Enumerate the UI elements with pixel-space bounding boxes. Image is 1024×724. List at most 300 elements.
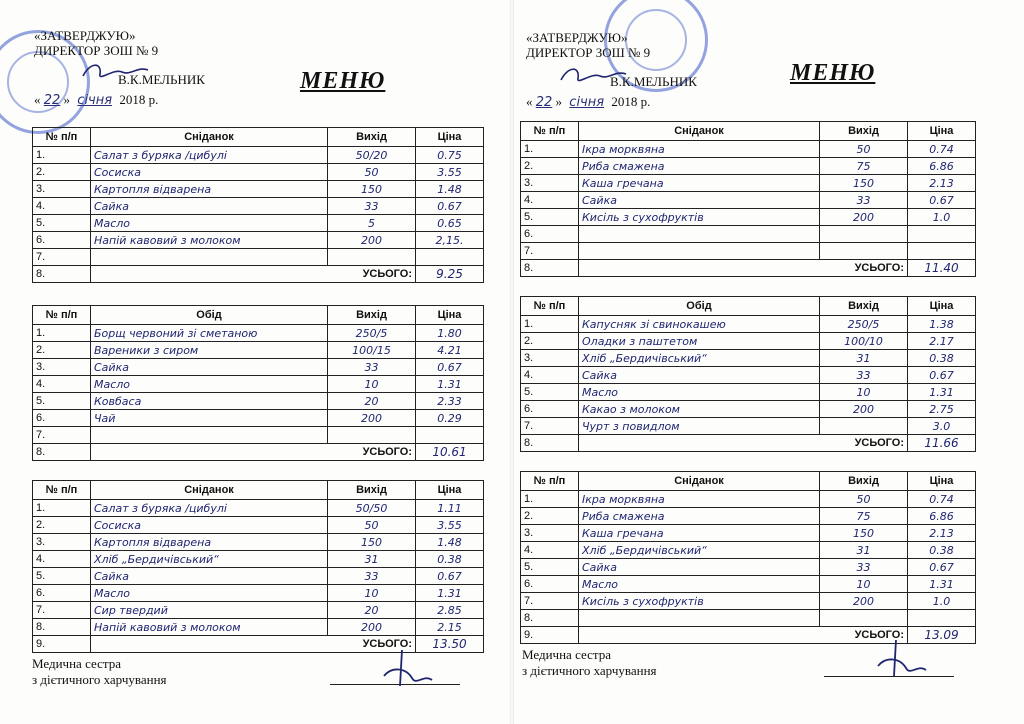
total-label: УСЬОГО: <box>91 636 416 653</box>
total-value: 13.50 <box>416 636 484 653</box>
dish-price <box>908 243 976 260</box>
dish-price: 1.48 <box>416 181 484 198</box>
dish-price: 2.15 <box>416 619 484 636</box>
dish-name: Салат з буряка /цибулі <box>91 147 328 164</box>
col-dish-header: Сніданок <box>579 472 820 491</box>
portion-output: 150 <box>328 181 416 198</box>
dish-name: Сосиска <box>91 164 328 181</box>
col-price-header: Ціна <box>416 481 484 500</box>
approve-text: «ЗАТВЕРДЖУЮ» <box>526 30 628 45</box>
dish-price: 1.80 <box>416 325 484 342</box>
director-title: ДИРЕКТОР ЗОШ № 9 <box>526 45 651 60</box>
dish-price: 1.31 <box>416 376 484 393</box>
row-number: 6. <box>33 410 91 427</box>
dish-price: 1.0 <box>908 209 976 226</box>
row-number: 4. <box>33 198 91 215</box>
row-number: 5. <box>521 559 579 576</box>
portion-output: 200 <box>328 232 416 249</box>
row-number: 1. <box>33 147 91 164</box>
total-row <box>521 435 976 452</box>
portion-output: 250/5 <box>328 325 416 342</box>
dish-price: 1.38 <box>908 316 976 333</box>
portion-output <box>328 249 416 266</box>
table-row <box>33 568 484 585</box>
portion-output: 100/15 <box>328 342 416 359</box>
row-number: 1. <box>521 141 579 158</box>
footer-line-1: Медична сестра <box>522 647 611 662</box>
nurse-footer <box>522 647 657 679</box>
dish-price: 0.67 <box>908 559 976 576</box>
table-row <box>521 508 976 525</box>
table-row <box>33 342 484 359</box>
table-row <box>33 376 484 393</box>
row-number: 8. <box>33 444 91 461</box>
portion-output: 200 <box>820 593 908 610</box>
table-row <box>33 410 484 427</box>
portion-output <box>820 226 908 243</box>
dish-price: 1.31 <box>416 585 484 602</box>
row-number: 2. <box>521 508 579 525</box>
portion-output: 75 <box>820 158 908 175</box>
row-number: 5. <box>33 393 91 410</box>
table-row <box>521 316 976 333</box>
dish-name: Ікра морквяна <box>579 491 820 508</box>
table-row <box>521 610 976 627</box>
col-output-header: Вихід <box>328 306 416 325</box>
portion-output: 10 <box>820 576 908 593</box>
col-output-header: Вихід <box>820 122 908 141</box>
dish-price: 0.74 <box>908 141 976 158</box>
row-number: 3. <box>521 525 579 542</box>
row-number: 7. <box>521 593 579 610</box>
col-number-header: № п/п <box>33 306 91 325</box>
left-page <box>0 0 510 724</box>
dish-name: Каша гречана <box>579 175 820 192</box>
dish-price: 0.29 <box>416 410 484 427</box>
total-value: 10.61 <box>416 444 484 461</box>
dish-price: 0.38 <box>416 551 484 568</box>
dish-name: Риба смажена <box>579 158 820 175</box>
portion-output: 200 <box>328 619 416 636</box>
table-row <box>33 585 484 602</box>
table-row <box>521 350 976 367</box>
dish-price: 2.75 <box>908 401 976 418</box>
dish-price: 0.75 <box>416 147 484 164</box>
dish-price: 0.38 <box>908 542 976 559</box>
dish-price <box>416 427 484 444</box>
table-header-row <box>521 297 976 316</box>
dish-name: Кисіль з сухофруктів <box>579 593 820 610</box>
dish-price: 2.33 <box>416 393 484 410</box>
total-label: УСЬОГО: <box>579 435 908 452</box>
dish-name: Масло <box>579 576 820 593</box>
table-header-row <box>521 122 976 141</box>
col-dish-header: Обід <box>91 306 328 325</box>
row-number: 1. <box>33 325 91 342</box>
dish-price: 2.85 <box>416 602 484 619</box>
menu-title: МЕНЮ <box>790 60 876 86</box>
lunch-table <box>32 305 484 461</box>
dish-price: 0.67 <box>416 198 484 215</box>
portion-output: 150 <box>820 175 908 192</box>
col-number-header: № п/п <box>33 481 91 500</box>
dish-price: 0.67 <box>416 359 484 376</box>
dish-price: 1.0 <box>908 593 976 610</box>
col-output-header: Вихід <box>820 472 908 491</box>
portion-output: 50/50 <box>328 500 416 517</box>
dish-price: 0.65 <box>416 215 484 232</box>
dish-name: Чай <box>91 410 328 427</box>
dish-name: Картопля відварена <box>91 181 328 198</box>
breakfast-table-2 <box>32 480 484 653</box>
portion-output: 200 <box>328 410 416 427</box>
portion-output <box>820 243 908 260</box>
footer-line-2: з дієтичного харчування <box>522 663 657 678</box>
dish-price: 1.31 <box>908 384 976 401</box>
dish-price: 2,15. <box>416 232 484 249</box>
portion-output: 31 <box>820 350 908 367</box>
col-output-header: Вихід <box>328 481 416 500</box>
dish-name: Картопля відварена <box>91 534 328 551</box>
portion-output: 31 <box>328 551 416 568</box>
row-number: 5. <box>521 384 579 401</box>
dish-price <box>908 226 976 243</box>
portion-output: 50/20 <box>328 147 416 164</box>
dish-name: Чурт з повидлом <box>579 418 820 435</box>
portion-output: 75 <box>820 508 908 525</box>
table-row <box>33 534 484 551</box>
total-value: 11.40 <box>908 260 976 277</box>
row-number: 6. <box>521 401 579 418</box>
row-number: 1. <box>521 316 579 333</box>
row-number: 8. <box>521 435 579 452</box>
approval-date: « 22 » січня 2018 р. <box>526 94 651 110</box>
portion-output: 31 <box>820 542 908 559</box>
total-label: УСЬОГО: <box>91 266 416 283</box>
portion-output: 20 <box>328 602 416 619</box>
table-row <box>521 491 976 508</box>
dish-name: Напій кавовий з молоком <box>91 619 328 636</box>
total-value: 11.66 <box>908 435 976 452</box>
dish-name: Напій кавовий з молоком <box>91 232 328 249</box>
table-row <box>521 333 976 350</box>
right-page <box>514 0 1024 724</box>
dish-name: Сайка <box>579 367 820 384</box>
row-number: 4. <box>521 192 579 209</box>
table-row <box>33 325 484 342</box>
footer-line-2: з дієтичного харчування <box>32 672 167 687</box>
row-number: 5. <box>33 568 91 585</box>
total-label: УСЬОГО: <box>91 444 416 461</box>
nurse-signature <box>372 646 442 692</box>
table-row <box>521 576 976 593</box>
col-dish-header: Сніданок <box>91 128 328 147</box>
row-number: 1. <box>33 500 91 517</box>
row-number: 2. <box>33 164 91 181</box>
dish-price: 2.13 <box>908 175 976 192</box>
dish-name: Хліб „Бердичівський“ <box>579 350 820 367</box>
dish-price: 0.67 <box>908 367 976 384</box>
row-number: 8. <box>33 266 91 283</box>
col-number-header: № п/п <box>521 297 579 316</box>
table-row <box>521 243 976 260</box>
dish-name: Вареники з сиром <box>91 342 328 359</box>
nurse-footer <box>32 656 167 688</box>
table-row <box>33 602 484 619</box>
row-number: 7. <box>521 243 579 260</box>
menu-title: МЕНЮ <box>300 68 386 94</box>
dish-name: Борщ червоний зі сметаною <box>91 325 328 342</box>
table-row <box>33 164 484 181</box>
dish-price: 3.0 <box>908 418 976 435</box>
table-row <box>521 192 976 209</box>
portion-output: 20 <box>328 393 416 410</box>
table-row <box>33 619 484 636</box>
portion-output: 5 <box>328 215 416 232</box>
director-signature <box>558 64 628 88</box>
director-name: В.К.МЕЛЬНИК <box>610 74 697 89</box>
portion-output: 33 <box>328 568 416 585</box>
dish-name: Каша гречана <box>579 525 820 542</box>
dish-name: Сайка <box>91 568 328 585</box>
dish-price: 0.74 <box>908 491 976 508</box>
portion-output: 10 <box>328 585 416 602</box>
col-price-header: Ціна <box>908 122 976 141</box>
portion-output: 33 <box>820 367 908 384</box>
dish-price: 1.48 <box>416 534 484 551</box>
portion-output: 33 <box>328 359 416 376</box>
portion-output: 200 <box>820 209 908 226</box>
col-output-header: Вихід <box>328 128 416 147</box>
dish-price: 4.21 <box>416 342 484 359</box>
dish-name <box>579 226 820 243</box>
dish-name: Оладки з паштетом <box>579 333 820 350</box>
dish-name <box>579 610 820 627</box>
total-value: 13.09 <box>908 627 976 644</box>
col-price-header: Ціна <box>908 297 976 316</box>
dish-price: 1.31 <box>908 576 976 593</box>
table-row <box>33 249 484 266</box>
table-row <box>521 367 976 384</box>
dish-price: 3.55 <box>416 517 484 534</box>
row-number: 4. <box>33 551 91 568</box>
total-row <box>33 266 484 283</box>
dish-price: 0.67 <box>416 568 484 585</box>
total-label: УСЬОГО: <box>579 627 908 644</box>
row-number: 8. <box>33 619 91 636</box>
dish-name: Салат з буряка /цибулі <box>91 500 328 517</box>
row-number: 2. <box>33 517 91 534</box>
dish-name: Ікра морквяна <box>579 141 820 158</box>
row-number: 3. <box>521 175 579 192</box>
dish-name: Сайка <box>91 198 328 215</box>
director-signature <box>80 60 150 84</box>
row-number: 4. <box>521 367 579 384</box>
row-number: 7. <box>33 427 91 444</box>
col-number-header: № п/п <box>521 122 579 141</box>
lunch-table <box>520 296 976 452</box>
dish-name: Кисіль з сухофруктів <box>579 209 820 226</box>
table-row <box>33 147 484 164</box>
dish-name: Хліб „Бердичівський“ <box>579 542 820 559</box>
row-number: 8. <box>521 260 579 277</box>
portion-output: 50 <box>328 517 416 534</box>
dish-name: Сайка <box>91 359 328 376</box>
table-row <box>521 158 976 175</box>
row-number: 7. <box>33 249 91 266</box>
col-number-header: № п/п <box>33 128 91 147</box>
table-row <box>33 215 484 232</box>
director-title: ДИРЕКТОР ЗОШ № 9 <box>34 43 159 58</box>
row-number: 3. <box>33 359 91 376</box>
table-row <box>521 418 976 435</box>
dish-name: Какао з молоком <box>579 401 820 418</box>
col-dish-header: Обід <box>579 297 820 316</box>
dish-price: 3.55 <box>416 164 484 181</box>
row-number: 9. <box>33 636 91 653</box>
dish-name: Масло <box>91 215 328 232</box>
dish-name: Сосиска <box>91 517 328 534</box>
col-price-header: Ціна <box>908 472 976 491</box>
approval-date: « 22 » січня 2018 р. <box>34 92 159 108</box>
row-number: 1. <box>521 491 579 508</box>
dish-name: Ковбаса <box>91 393 328 410</box>
col-price-header: Ціна <box>416 306 484 325</box>
table-row <box>33 517 484 534</box>
dish-price <box>908 610 976 627</box>
row-number: 8. <box>521 610 579 627</box>
dish-price: 1.11 <box>416 500 484 517</box>
row-number: 3. <box>33 181 91 198</box>
dish-name <box>91 427 328 444</box>
col-dish-header: Сніданок <box>91 481 328 500</box>
table-row <box>33 427 484 444</box>
portion-output: 250/5 <box>820 316 908 333</box>
row-number: 3. <box>33 534 91 551</box>
dish-price: 2.17 <box>908 333 976 350</box>
portion-output: 10 <box>328 376 416 393</box>
table-row <box>521 542 976 559</box>
portion-output: 33 <box>820 559 908 576</box>
row-number: 4. <box>33 376 91 393</box>
breakfast-table-1 <box>520 121 976 277</box>
portion-output: 100/10 <box>820 333 908 350</box>
dish-name: Риба смажена <box>579 508 820 525</box>
col-output-header: Вихід <box>820 297 908 316</box>
table-row <box>33 500 484 517</box>
table-row <box>521 209 976 226</box>
dish-name: Хліб „Бердичівський“ <box>91 551 328 568</box>
row-number: 2. <box>521 158 579 175</box>
table-row <box>521 141 976 158</box>
table-row <box>33 198 484 215</box>
table-header-row <box>33 306 484 325</box>
portion-output: 33 <box>820 192 908 209</box>
col-price-header: Ціна <box>416 128 484 147</box>
portion-output: 50 <box>328 164 416 181</box>
row-number: 5. <box>521 209 579 226</box>
table-row <box>33 551 484 568</box>
dish-name: Капусняк зі свинокашею <box>579 316 820 333</box>
portion-output: 150 <box>328 534 416 551</box>
table-header-row <box>521 472 976 491</box>
portion-output: 50 <box>820 491 908 508</box>
col-number-header: № п/п <box>521 472 579 491</box>
dish-price: 6.86 <box>908 508 976 525</box>
portion-output: 33 <box>328 198 416 215</box>
total-label: УСЬОГО: <box>579 260 908 277</box>
portion-output: 10 <box>820 384 908 401</box>
dish-price: 0.67 <box>908 192 976 209</box>
dish-price: 2.13 <box>908 525 976 542</box>
table-row <box>521 384 976 401</box>
footer-line-1: Медична сестра <box>32 656 121 671</box>
table-row <box>33 393 484 410</box>
row-number: 2. <box>33 342 91 359</box>
breakfast-table-1 <box>32 127 484 283</box>
dish-name: Масло <box>91 376 328 393</box>
dish-name: Сир твердий <box>91 602 328 619</box>
dish-price: 6.86 <box>908 158 976 175</box>
table-header-row <box>33 481 484 500</box>
table-row <box>33 232 484 249</box>
nurse-signature <box>866 636 936 682</box>
row-number: 6. <box>33 585 91 602</box>
dish-name: Масло <box>91 585 328 602</box>
table-row <box>521 559 976 576</box>
portion-output <box>820 418 908 435</box>
row-number: 6. <box>521 576 579 593</box>
table-header-row <box>33 128 484 147</box>
portion-output <box>820 610 908 627</box>
director-name: В.К.МЕЛЬНИК <box>118 72 205 87</box>
row-number: 7. <box>521 418 579 435</box>
portion-output: 150 <box>820 525 908 542</box>
table-row <box>521 175 976 192</box>
dish-name: Сайка <box>579 192 820 209</box>
row-number: 2. <box>521 333 579 350</box>
row-number: 9. <box>521 627 579 644</box>
table-row <box>521 593 976 610</box>
table-row <box>521 525 976 542</box>
approve-text: «ЗАТВЕРДЖУЮ» <box>34 28 136 43</box>
total-row <box>33 444 484 461</box>
dish-name: Масло <box>579 384 820 401</box>
row-number: 6. <box>521 226 579 243</box>
row-number: 5. <box>33 215 91 232</box>
col-dish-header: Сніданок <box>579 122 820 141</box>
table-row <box>33 181 484 198</box>
dish-price <box>416 249 484 266</box>
breakfast-table-2 <box>520 471 976 644</box>
total-value: 9.25 <box>416 266 484 283</box>
row-number: 6. <box>33 232 91 249</box>
portion-output: 50 <box>820 141 908 158</box>
row-number: 4. <box>521 542 579 559</box>
portion-output: 200 <box>820 401 908 418</box>
row-number: 3. <box>521 350 579 367</box>
table-row <box>521 226 976 243</box>
table-row <box>521 401 976 418</box>
table-row <box>33 359 484 376</box>
dish-name <box>579 243 820 260</box>
portion-output <box>328 427 416 444</box>
dish-price: 0.38 <box>908 350 976 367</box>
row-number: 7. <box>33 602 91 619</box>
dish-name <box>91 249 328 266</box>
dish-name: Сайка <box>579 559 820 576</box>
total-row <box>521 260 976 277</box>
